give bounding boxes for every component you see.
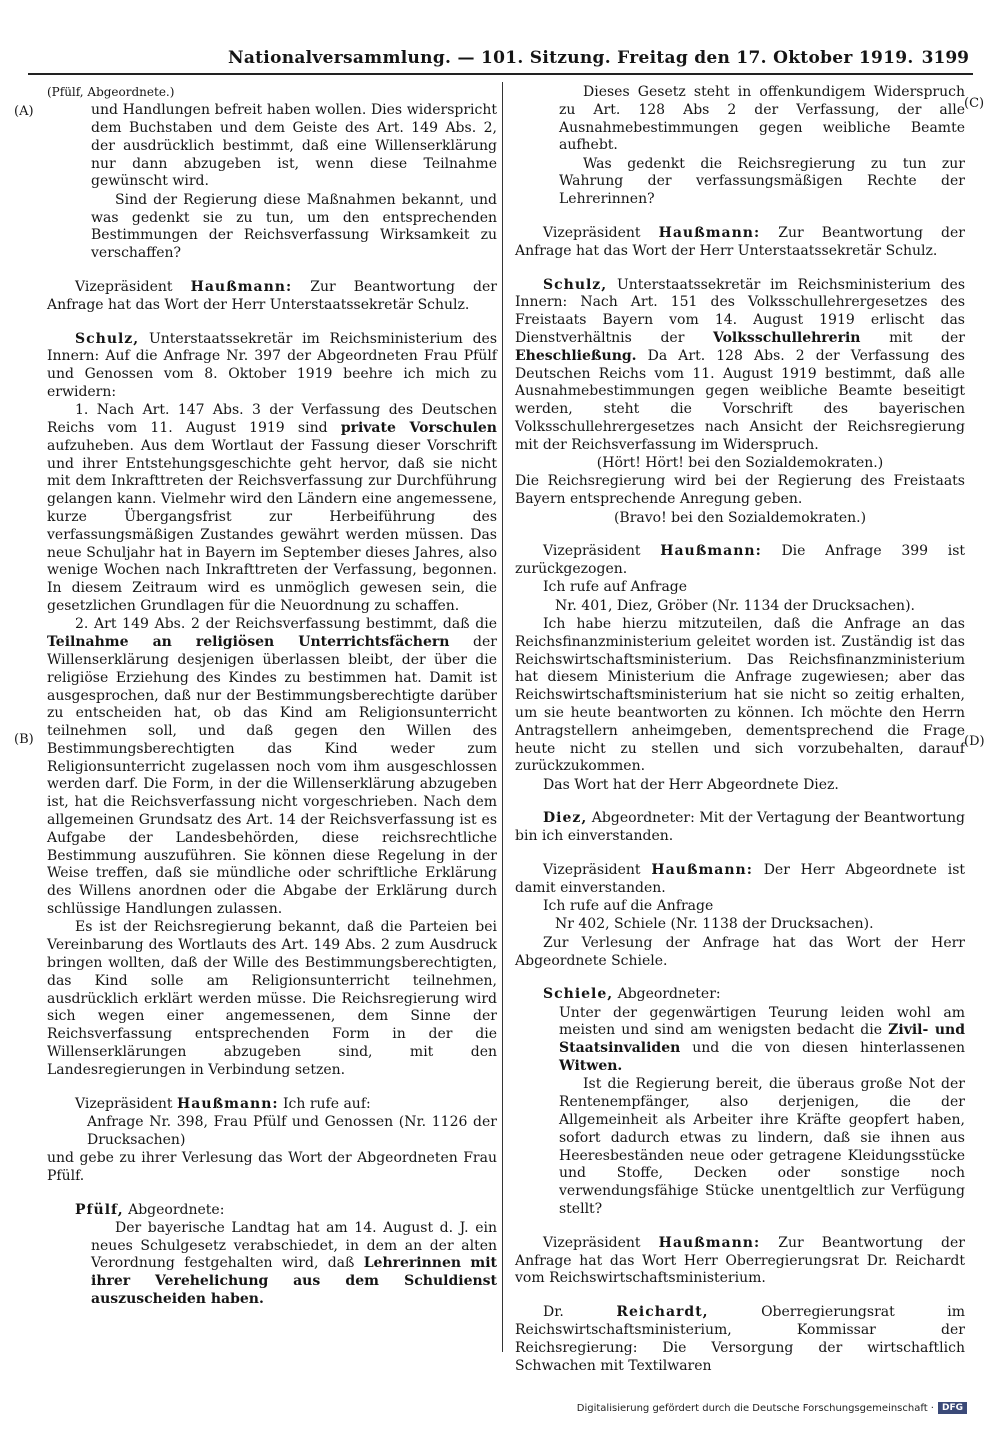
speaker-name: Haußmann: <box>658 1234 761 1251</box>
margin-marker-a: (A) <box>14 104 34 119</box>
dfg-logo: DFG <box>938 1402 967 1414</box>
emphasis: Verehelichung <box>154 1273 269 1290</box>
paragraph: Vizepräsident Haußmann: Der Herr Abgeordnete ist damit einverstanden. <box>515 862 966 896</box>
emphasis: Eheschließung. <box>515 347 637 364</box>
emphasis: Zivil- und Staatsinvaliden <box>559 1022 966 1057</box>
paragraph: Die Reichsregierung wird bei der Regierung des Freistaats Bayern entsprechende Anregung geben. <box>515 473 965 508</box>
paragraph: 1. Nach Art. 147 Abs. 3 der Verfassung des Deutschen Reichs vom 11. August 1919 sind private Vorschulen aufzuheben. Aus dem Wortlaut der Fassung dieser Vorschrift und ihrer Entstehungsgeschichte geht hervor, daß sie nicht mit dem Inkrafttreten der Reichsverfassung zur Durchführung gelangen kann. Vielmehr wird den Ländern eine angemessene, kurze Übergangsfrist zur Herbeiführung des verfassungsmäßigen Zustandes gewährt werden müssen. Das neue Schuljahr hat in Bayern im September dieses Jahres, also wenige Wochen nach Inkrafttreten der Verfassung, begonnen. In diesem Zeitraum wird es unmöglich gewesen sein, die gesetzlichen Grundlagen für die Neuordnung zu schaffen. <box>47 402 497 615</box>
paragraph: Dr. Reichardt, Oberregierungsrat im Reichswirtschaftsministerium, Kommissar der Reichsregierung: Die Versorgung der wirtschaftlich Schwachen mit Textilwaren <box>515 1304 966 1374</box>
speaker-continuation-label: (Pfülf, Abgeordnete.) <box>47 85 175 99</box>
column-divider <box>502 82 503 1352</box>
footer-text: Digitalisierung gefördert durch die Deutsche Forschungsgemeinschaft · <box>576 1402 934 1414</box>
page-number: 3199 <box>921 48 969 68</box>
speaker-name: Pfülf, <box>75 1201 124 1218</box>
digitization-footer <box>577 1402 967 1414</box>
question-text: Was gedenkt die Reichsregierung zu tun zur Wahrung der verfassungsmäßigen Rechte der Lehrerinnen? <box>559 155 965 208</box>
paragraph: Diez, Abgeordneter: Mit der Vertagung der Beantwortung bin ich einverstanden. <box>515 810 965 845</box>
paragraph: Zur Verlesung der Anfrage hat das Wort der Herr Abgeordnete Schiele. <box>515 934 965 969</box>
question-text: Unter der gegenwärtigen Teurung leiden wohl am meisten und sind am wenigsten bedacht die Zivil- und Staatsinvaliden und die von diesen hinterlassenen Witwen. <box>559 1004 966 1075</box>
question-text: Sind der Regierung diese Maßnahmen bekannt, und was gedenkt sie zu tun, um den entsprechenden Bestimmungen der Reichsverfassung Wirksamkeit zu verschaffen? <box>91 191 497 262</box>
speaker-name: Haußmann: <box>190 278 293 295</box>
emphasis: Volksschullehrerin <box>713 330 861 347</box>
paragraph: Vizepräsident Haußmann: Zur Beantwortung der Anfrage hat das Wort Herr Oberregierungsrat Dr. Reichardt vom Reichswirtschaftsministerium. <box>515 1234 965 1287</box>
paragraph: Vizepräsident Haußmann: Zur Beantwortung der Anfrage hat das Wort der Herr Unterstaatssekretär Schulz. <box>515 225 965 259</box>
speaker-name: Diez, <box>543 810 588 827</box>
speaker-name: Haußmann: <box>658 225 761 242</box>
speaker-name: Schulz, <box>543 276 608 293</box>
speaker-name: Haußmann: <box>177 1095 279 1112</box>
emphasis: Lehrerinnen <box>363 1255 462 1272</box>
paragraph: und gebe zu ihrer Verlesung das Wort der Abgeordneten Frau Pfülf. <box>47 1149 497 1184</box>
interjection: (Bravo! bei den Sozialdemokraten.) <box>613 509 867 526</box>
margin-marker-b: (B) <box>14 732 34 747</box>
speaker-name: Schulz, <box>75 330 140 347</box>
paragraph: Schiele, Abgeordneter: <box>543 986 721 1003</box>
page-header <box>28 48 973 70</box>
paragraph: Schulz, Unterstaatssekretär im Reichsministerium des Innern: Nach Art. 151 des Volksschullehrergesetzes des Freistaats Bayern vom 14. August 1919 erlischt das Dienstverhältnis der Volksschullehrerin mit der Eheschließung. Da Art. 128 Abs. 2 der Verfassung des Deutschen Reichs vom 11. August 1919 bestimmt, daß alle Ausnahmebestimmungen gegen weibliche Beamte beseitigt werden, steht die Vorschrift des bayerischen Volksschullehrergesetzes nach Ansicht der Reichsregierung mit der Reichsverfassung im Widerspruch. <box>515 276 966 453</box>
emphasis: Teilnahme an religiösen Unterrichtsfächern <box>47 634 450 651</box>
paragraph: Schulz, Unterstaatssekretär im Reichsministerium des Innern: Auf die Anfrage Nr. 397 der Abgeordneten Frau Pfülf und Genossen vom 8. Oktober 1919 beehre ich mich zu erwidern: <box>47 330 498 400</box>
left-column <box>47 84 497 1309</box>
interjection: (Hört! Hört! bei den Sozialdemokraten.) <box>596 455 884 472</box>
speaker-name: Haußmann: <box>651 862 753 879</box>
paragraph: Ich rufe auf die Anfrage <box>543 898 714 915</box>
agenda-item: Nr 402, Schiele (Nr. 1138 der Drucksachen). <box>555 916 874 933</box>
question-text: Der bayerische Landtag hat am 14. August d. J. ein neues Schulgesetz verabschiedet, in dem an der alten Verordnung festgehalten wird, daß Lehrerinnen mit ihrer Verehelichung aus dem Schuldienst auszuscheiden haben. <box>91 1219 498 1307</box>
paragraph: Es ist der Reichsregierung bekannt, daß die Parteien bei Vereinbarung des Wortlauts des Art. 149 Abs. 2 zum Ausdruck bringen wollten, daß der Wille des Bestimmungsberechtigten, das Kind solle am Religionsunterricht teilnehmen, ausdrücklich erklärt werden müsse. Die Reichsregierung wird sich wegen einer angemessenen, dem Sinne der Reichsverfassung entsprechenden Form in der die Willenserklärungen abzugeben sind, mit den Landesregierungen in Verbindung setzen. <box>47 919 497 1078</box>
emphasis: private Vorschulen <box>340 420 497 437</box>
paragraph: Ich habe hierzu mitzuteilen, daß die Anfrage an das Reichsfinanzministerium geleitet worden ist. Zuständig ist das Reichswirtschaftsministerium. Das Reichsfinanzministerium hat diesem Ministerium die Anfrage zugewiesen; aber das Reichswirtschaftsministerium hat sie nicht so zeitig erhalten, um sie heute beantworten zu können. Ich möchte den Herrn Antragstellern anheimgeben, dementsprechend die Frage heute nicht zu stellen und sich vorzubehalten, darauf zurückzukommen. <box>515 616 965 775</box>
paragraph: Vizepräsident Haußmann: Ich rufe auf: <box>75 1095 371 1112</box>
paragraph: 2. Art 149 Abs. 2 der Reichsverfassung bestimmt, daß die Teilnahme an religiösen Unterrichtsfächern der Willenserklärung desjenigen überlassen bleibt, der über die religiöse Erziehung des Kindes zu bestimmen hat. Damit ist ausgesprochen, daß nur der Bestimmungsberechtigte darüber zu entscheiden hat, ob das Kind am Religionsunterricht teilnehmen soll, und daß gegen den Willen des Bestimmungsberechtigten das Kind weder zum Religionsunterricht zugelassen noch vom ihm ausgeschlossen werden darf. Die Form, in der die Willenserklärung abzugeben ist, hat die Reichsverfassung nicht vorgeschrieben. Nach dem allgemeinen Grundsatz des Art. 14 der Reichsverfassung ist es Aufgabe der Landesbehörden, diese reichsrechtliche Bestimmung auszuführen. Sie können diese Regelung in der Weise treffen, daß sie mündliche oder schriftliche Erklärung des Willens anordnen oder die Abgabe der Erklärung durch schlüssige Handlungen zulassen. <box>47 616 497 918</box>
header-title: Nationalversammlung. — 101. Sitzung. Freitag den 17. Oktober 1919. <box>228 48 914 68</box>
paragraph: Das Wort hat der Herr Abgeordnete Diez. <box>543 776 839 793</box>
paragraph: Vizepräsident Haußmann: Die Anfrage 399 ist zurückgezogen. <box>515 543 966 578</box>
margin-marker-d: (D) <box>964 734 985 749</box>
paragraph: Vizepräsident Haußmann: Zur Beantwortung der Anfrage hat das Wort der Herr Unterstaatssekretär Schulz. <box>47 278 497 313</box>
speaker-name: Haußmann: <box>660 543 762 560</box>
question-text: Ist die Regierung bereit, die überaus große Not der Rentenempfänger, also derjenigen, die der Allgemeinheit als Arbeiter ihre Kräfte geopfert haben, sofort dadurch etwas zu lindern, daß sie ihnen aus Heeresbeständen neue oder getragene Kleidungsstücke und Stoffe, Decken oder sonstige noch verwendungsfähige Stücke unentgeltlich zur Verfügung stellt? <box>559 1076 965 1217</box>
speaker-name: Schiele, <box>543 986 614 1003</box>
question-text: und Handlungen befreit haben wollen. Dies widerspricht dem Buchstaben und dem Geiste des Art. 149 Abs. 2, der ausdrücklich bestimmt, daß eine Willenserklärung nur dann abzugeben ist, wenn diese Teilnahme gewünscht wird. <box>91 102 497 190</box>
speaker-name: Reichardt, <box>616 1304 709 1321</box>
right-column <box>515 84 965 1376</box>
paragraph: Ich rufe auf Anfrage <box>543 579 688 596</box>
header-rule <box>28 73 973 75</box>
agenda-item: Anfrage Nr. 398, Frau Pfülf und Genossen (Nr. 1126 der Drucksachen) <box>87 1113 497 1148</box>
agenda-item: Nr. 401, Diez, Gröber (Nr. 1134 der Drucksachen). <box>555 597 915 614</box>
emphasis: Witwen. <box>559 1058 623 1075</box>
paragraph: Pfülf, Abgeordnete: <box>75 1201 225 1218</box>
margin-marker-c: (C) <box>964 96 985 111</box>
question-text: Dieses Gesetz steht in offenkundigem Widerspruch zu Art. 128 Abs 2 der Verfassung, der alle Ausnahmebestimmungen gegen weibliche Beamte aufhebt. <box>559 84 965 154</box>
